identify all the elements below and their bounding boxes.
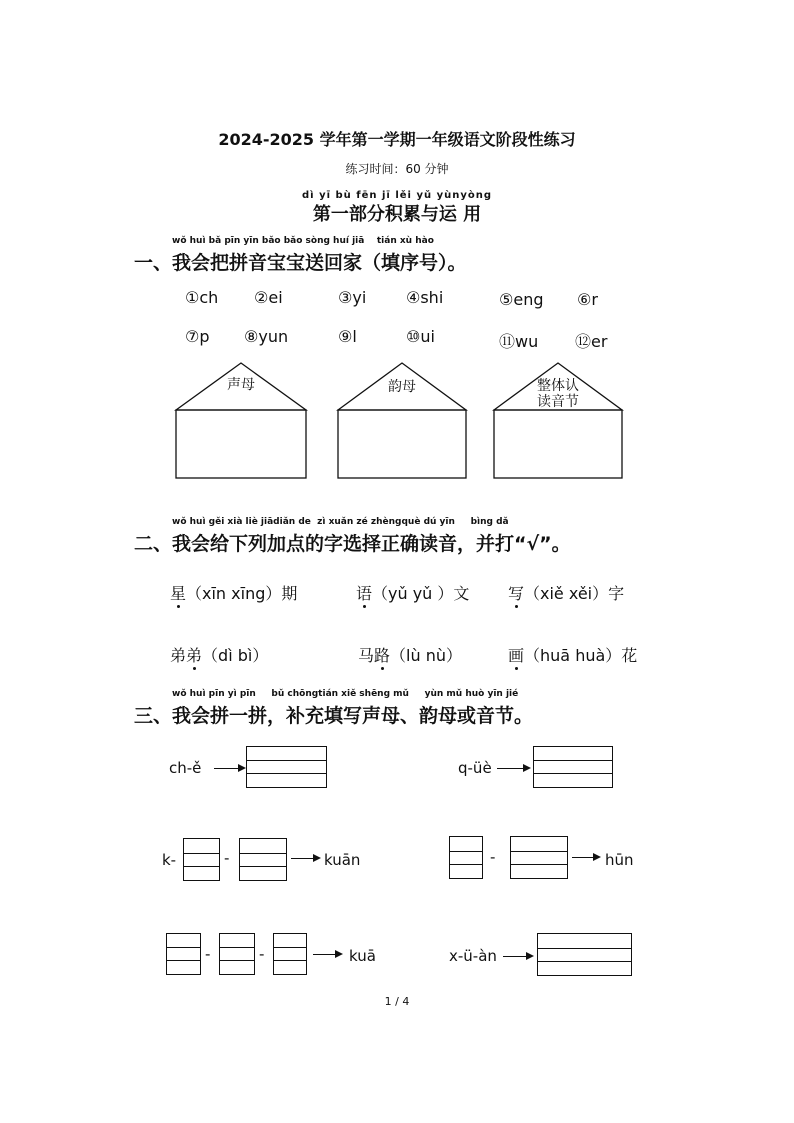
answer-box-c1[interactable]: [183, 838, 220, 881]
dotted-char: 写: [508, 584, 525, 603]
q2-item-5: 马路（lù nù）: [358, 646, 462, 665]
q3-d-dash: -: [490, 848, 496, 866]
house-label-initials: 声母: [227, 377, 255, 393]
q3-d-result: hūn: [605, 851, 634, 869]
house-body-3: [494, 410, 622, 478]
option-5: ⑤eng: [499, 290, 544, 309]
option-8: ⑧yun: [244, 327, 289, 346]
house-label-finals: 韵母: [388, 379, 416, 395]
arrow-icon: [572, 857, 599, 858]
q3-a-label: ch-ě: [169, 759, 202, 777]
q3-c-prefix: k-: [162, 851, 177, 869]
part1-title: 第一部分积累与运 用: [312, 204, 482, 225]
answer-box-e1[interactable]: [166, 933, 201, 975]
answer-box-d1[interactable]: [449, 836, 483, 879]
q3-f-label: x-ü-àn: [449, 947, 497, 965]
reading-options[interactable]: （xīn xīng）: [186, 584, 282, 603]
time-limit: 练习时间：60 分钟: [345, 162, 449, 176]
house-body-1: [176, 410, 306, 478]
option-2: ②ei: [254, 288, 283, 307]
q3-e-dash1: -: [205, 945, 211, 963]
option-1: ①ch: [185, 288, 219, 307]
q2-item-4: 弟弟（dì bì）: [170, 646, 269, 665]
reading-options[interactable]: （huā huà）: [524, 646, 622, 665]
answer-box-a[interactable]: [246, 746, 327, 788]
answer-box-e3[interactable]: [273, 933, 307, 975]
reading-options[interactable]: （xiě xěi）: [524, 584, 609, 603]
q3-pinyin: wǒ huì pīn yì pīn bǔ chōngtián xiě shēng mǔ yùn mǔ huò yīn jié: [172, 689, 519, 699]
option-11: ⑪wu: [499, 332, 539, 351]
arrow-icon: [214, 768, 244, 769]
reading-options[interactable]: （lù nù）: [390, 646, 462, 665]
houses-drawing: [0, 0, 794, 500]
q2-item-3: 写（xiě xěi）字: [508, 584, 625, 603]
dotted-char: 弟: [186, 646, 203, 665]
q2-pinyin: wǒ huì gěi xià liè jiādiǎn de zì xuǎn zé zhèngquè dú yīn bìng dǎ: [172, 517, 509, 527]
q3-e-dash2: -: [259, 945, 265, 963]
arrow-icon: [503, 956, 532, 957]
house-body-2: [338, 410, 466, 478]
house-label-whole-syllables: 整体认 读音节: [537, 378, 579, 410]
option-6: ⑥r: [577, 290, 598, 309]
dotted-char: 星: [170, 584, 187, 603]
arrow-icon: [291, 858, 319, 859]
option-9: ⑨l: [338, 327, 357, 346]
page-title: 2024-2025 学年第一学期一年级语文阶段性练习: [218, 130, 576, 149]
q2-title: 二、我会给下列加点的字选择正确读音，并打“√”。: [134, 533, 571, 555]
option-12: ⑫er: [575, 332, 608, 351]
q3-title: 三、我会拼一拼，补充填写声母、韵母或音节。: [134, 705, 534, 727]
q3-c-dash: -: [224, 849, 230, 867]
option-10: ⑩ui: [406, 327, 435, 346]
q1-title: 一、我会把拼音宝宝送回家（填序号）。: [134, 252, 467, 274]
q2-item-1: 星（xīn xīng）期: [170, 584, 298, 603]
arrow-icon: [497, 768, 529, 769]
q3-c-result: kuān: [324, 851, 361, 869]
dotted-char: 语: [356, 584, 373, 603]
dotted-char: 画: [508, 646, 525, 665]
page-number: 1 / 4: [384, 995, 410, 1008]
reading-options[interactable]: （dì bì）: [202, 646, 269, 665]
answer-box-b[interactable]: [533, 746, 613, 788]
q2-item-2: 语（yǔ yǔ ）文: [356, 584, 470, 603]
part1-pinyin: dì yī bù fēn jī lěi yǔ yùnyòng: [302, 190, 492, 201]
q1-pinyin: wǒ huì bǎ pīn yīn bǎo bǎo sòng huí jiā tián xù hào: [172, 236, 434, 246]
option-4: ④shi: [406, 288, 444, 307]
q3-b-label: q-üè: [458, 759, 492, 777]
answer-box-e2[interactable]: [219, 933, 255, 975]
answer-box-d2[interactable]: [510, 836, 568, 879]
option-7: ⑦p: [185, 327, 210, 346]
arrow-icon: [313, 954, 341, 955]
reading-options[interactable]: （yǔ yǔ ）: [372, 584, 454, 603]
answer-box-f[interactable]: [537, 933, 632, 976]
q3-e-result: kuā: [349, 947, 376, 965]
dotted-char: 路: [374, 646, 391, 665]
option-3: ③yi: [338, 288, 367, 307]
q2-item-6: 画（huā huà）花: [508, 646, 638, 665]
answer-box-c2[interactable]: [239, 838, 287, 881]
